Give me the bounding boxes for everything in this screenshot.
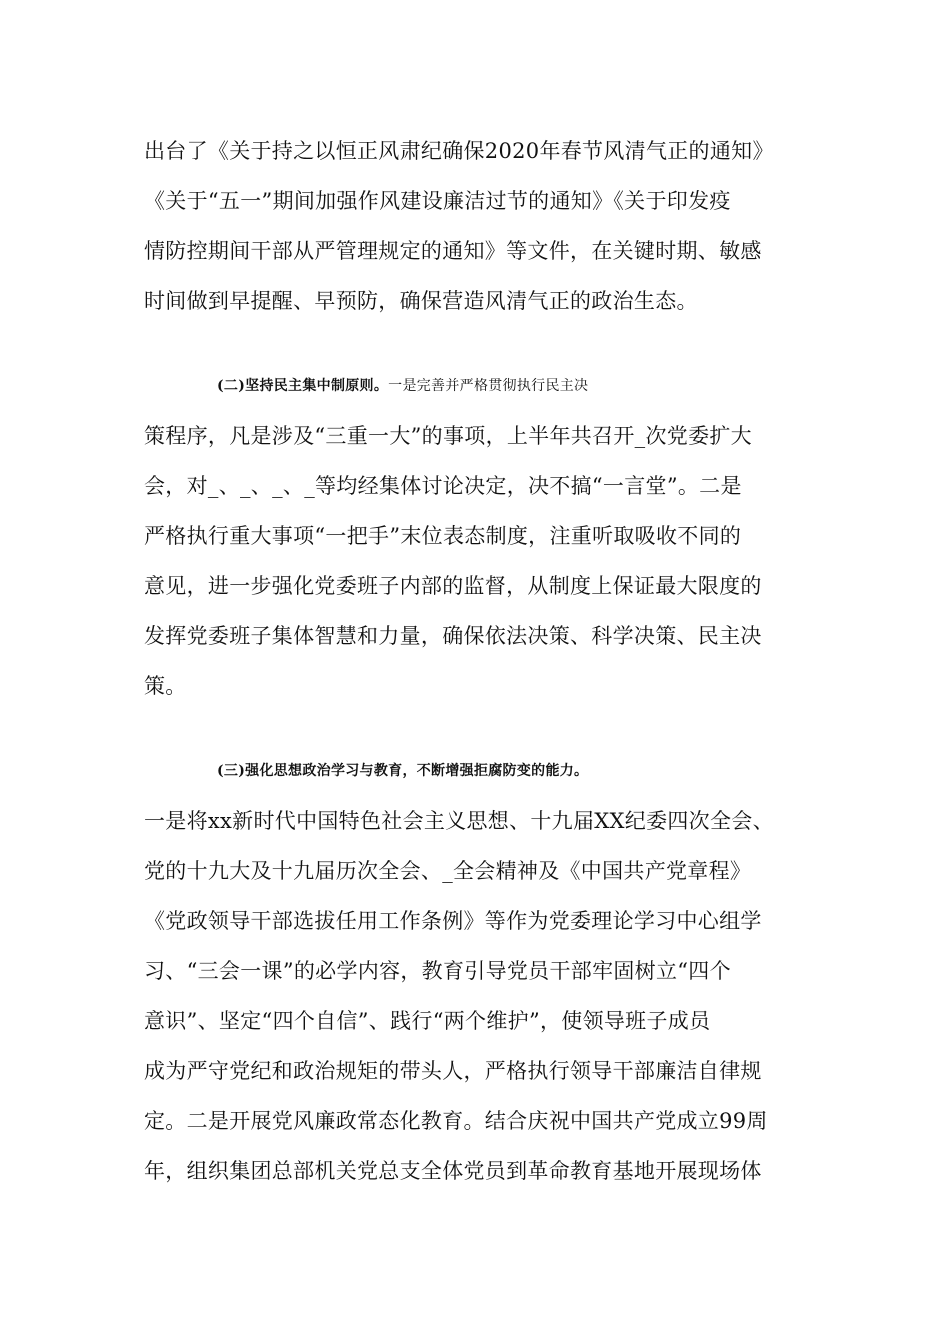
text-line: 《关于“五一”期间加强作风建设廉洁过节的通知》《关于印发疫	[144, 189, 731, 213]
text-line: 定。二是开展党风廉政常态化教育。结合庆祝中国共产党成立99周	[144, 1109, 768, 1133]
text-line: 发挥党委班子集体智慧和力量，确保依法决策、科学决策、民主决	[144, 624, 762, 648]
text-line: 意见，进一步强化党委班子内部的监督，从制度上保证最大限度的	[144, 574, 762, 598]
section-heading: (三)强化思想政治学习与教育，不断增强拒腐防变的能力。	[217, 763, 589, 779]
text-line: 情防控期间干部从严管理规定的通知》等文件，在关键时期、敏感	[144, 239, 762, 263]
text-line: 策。	[144, 674, 187, 698]
text-line: 意识”、坚定“四个自信”、践行“两个维护”，使领导班子成员	[144, 1009, 711, 1033]
text-line: 会，对_、_、_、_等均经集体讨论决定，决不搞“一言堂”。二是	[144, 474, 742, 498]
text-line: 成为严守党纪和政治规矩的带头人，严格执行领导干部廉洁自律规	[144, 1059, 762, 1083]
text-line: 习、“三会一课”的必学内容，教育引导党员干部牢固树立“四个	[144, 959, 731, 983]
text-line: 时间做到早提醒、早预防，确保营造风清气正的政治生态。	[144, 289, 698, 313]
text-line: 党的十九大及十九届历次全会、_全会精神及《中国共产党章程》	[144, 859, 752, 883]
text-line: 策程序，凡是涉及“三重一大”的事项，上半年共召开_次党委扩大	[144, 424, 752, 448]
text-line: 出台了《关于持之以恒正风肃纪确保2020年春节风清气正的通知》	[144, 139, 774, 163]
text-line: 一是将xx新时代中国特色社会主义思想、十九届XX纪委四次全会、	[144, 809, 774, 833]
text-line: 严格执行重大事项“一把手”末位表态制度，注重听取吸收不同的	[144, 524, 742, 548]
paragraph-first-line	[217, 371, 877, 401]
text-span: 一是完善并严格贯彻执行民主决	[388, 378, 589, 394]
text-line: 《党政领导干部选拔任用工作条例》等作为党委理论学习中心组学	[144, 909, 762, 933]
text-line: 年，组织集团总部机关党总支全体党员到革命教育基地开展现场体	[144, 1159, 762, 1183]
section-heading: (二)坚持民主集中制原则。	[217, 378, 389, 394]
